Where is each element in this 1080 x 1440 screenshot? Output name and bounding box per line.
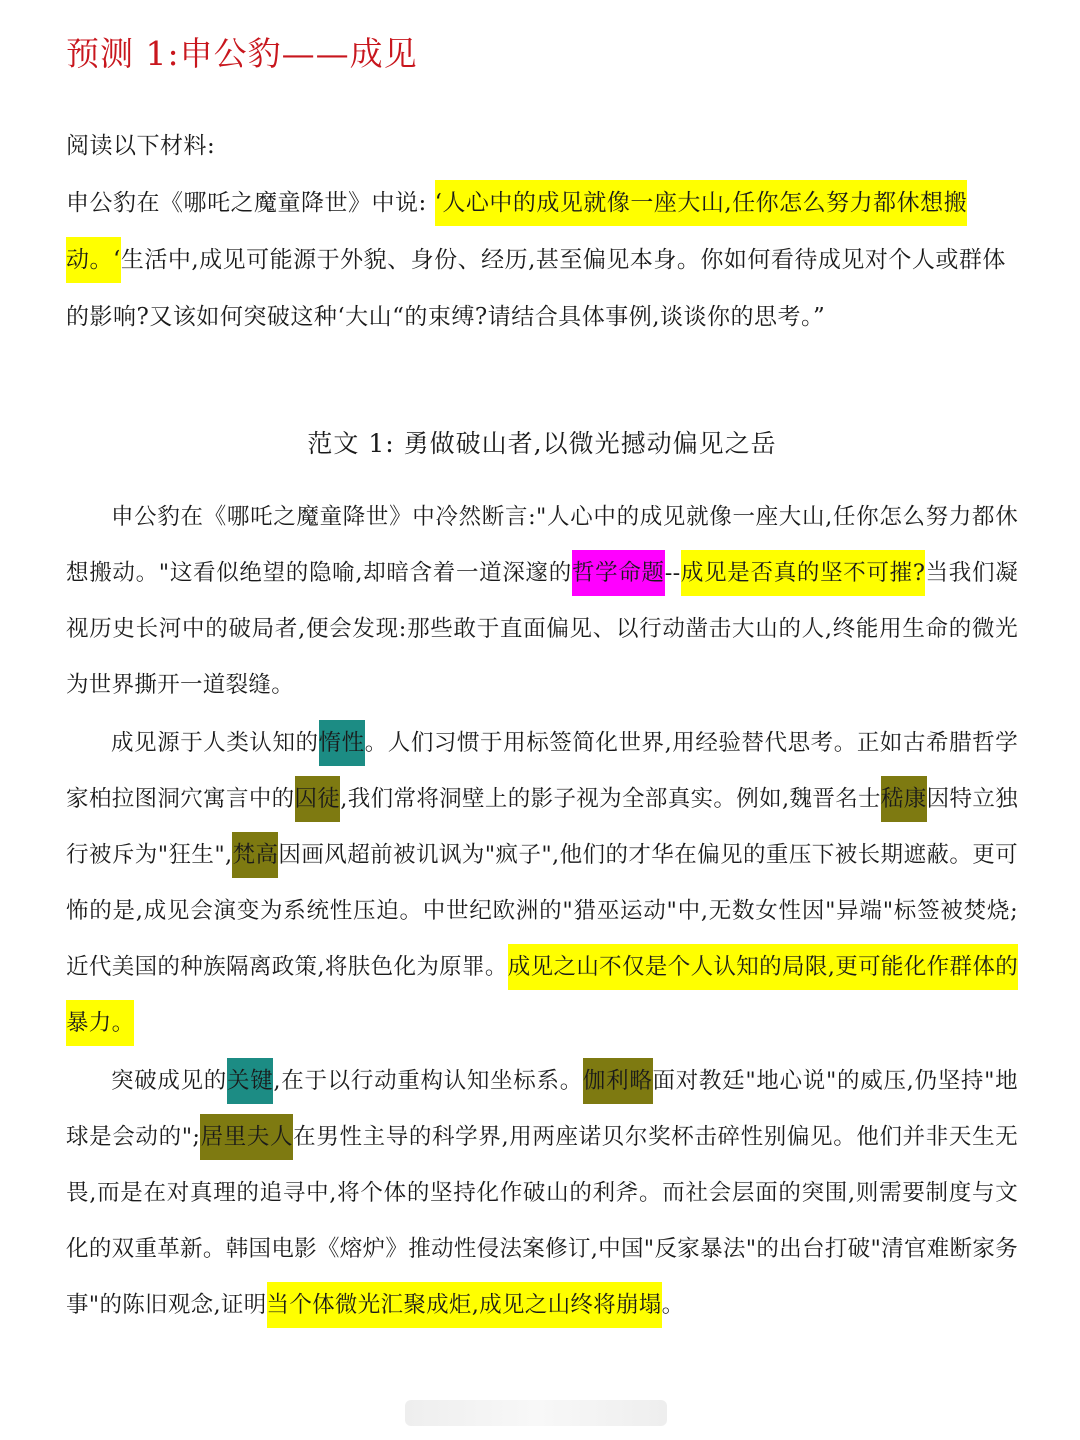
- prompt-text-b: 生活中,成见可能源于外貌、身份、经历,甚至偏见本身。你如何看待成见对个人或群体的影响?又该如何突破这种‘大山“的束缚?请结合具体事例,谈谈你的思考。”: [66, 247, 1006, 330]
- blurred-watermark: [405, 1400, 667, 1426]
- highlighted-phrase: 惰性: [319, 720, 365, 766]
- highlighted-phrase: 哲学命题: [572, 550, 665, 596]
- essay-body: [66, 489, 1018, 1335]
- prompt-text-a: 申公豹在《哪吒之魔童降世》中说:: [66, 190, 435, 216]
- paragraph-text: 在男性主导的科学界,用两座诺贝尔奖杯击碎性别偏见。他们并非天生无畏,而是在对真理的追寻中,将个体的坚持化作破山的利斧。而社会层面的突围,则需要制度与文化的双重革新。韩国电影《熔炉》推动性侵法案修订,中国"反家暴法"的出台打破"清官难断家务事"的陈旧观念,证明: [66, 1124, 1019, 1318]
- highlighted-phrase: 当个体微光汇聚成炬,成见之山终将崩塌: [267, 1282, 662, 1328]
- page-title: 预测 1:申公豹——成见: [66, 34, 418, 73]
- paragraph-text: ,在于以行动重构认知坐标系。: [273, 1068, 583, 1094]
- paragraph-text: 。: [661, 1292, 685, 1318]
- essay-title: 范文 1: 勇做破山者,以微光撼动偏见之岳: [307, 429, 777, 458]
- paragraph-text: 突破成见的: [111, 1068, 228, 1094]
- highlighted-phrase: 成见之山不仅是个人认知的局限,更可能化作群体的暴力。: [66, 944, 1018, 1046]
- paragraph-text: 当我们凝视历史长河中的破局者,便会发现:那些敢于直面偏见、以行动凿击大山的人,终能用生命的微光为世界撕开一道裂缝。: [66, 560, 1018, 698]
- prompt-material: [66, 175, 1018, 346]
- highlighted-phrase: 嵇康: [881, 776, 927, 822]
- essay-paragraph-1: [66, 489, 1018, 713]
- paragraph-text: 因画风超前被讥讽为"疯子",他们的才华在偏见的重压下被长期遮蔽。更可怖的是,成见会演变为系统性压迫。中世纪欧洲的"猎巫运动"中,无数女性因"异端"标签被焚烧;近代美国的种族隔离政策,将肤色化为原罪。: [66, 842, 1018, 980]
- highlighted-phrase: 囚徒: [295, 776, 341, 822]
- paragraph-text: 成见源于人类认知的: [111, 730, 319, 756]
- paragraph-text: ,我们常将洞壁上的影子视为全部真实。例如,魏晋名士: [340, 786, 881, 812]
- paragraph-text: 因特立独行被斥为"狂生",: [66, 786, 1019, 868]
- paragraph-text: --: [664, 560, 681, 586]
- paragraph-text: 面对教廷"地心说"的威压,仍坚持"地球是会动的";: [66, 1068, 1018, 1150]
- essay-paragraph-3: [66, 1053, 1018, 1333]
- prompt-quote-highlight: ‘人心中的成见就像一座大山,任你怎么努力都休想搬动。‘: [66, 180, 967, 283]
- prompt-intro: 阅读以下材料:: [66, 133, 216, 159]
- paragraph-text: 申公豹在《哪吒之魔童降世》中冷然断言:"人心中的成见就像一座大山,任你怎么努力都休想搬动。"这看似绝望的隐喻,却暗含着一道深邃的: [66, 504, 1018, 586]
- prompt-block: [66, 118, 1018, 346]
- highlighted-phrase: 居里夫人: [200, 1114, 293, 1160]
- highlighted-phrase: 伽利略: [583, 1058, 653, 1104]
- paragraph-text: 。人们习惯于用标签简化世界,用经验替代思考。正如古希腊哲学家柏拉图洞穴寓言中的: [66, 730, 1019, 812]
- highlighted-phrase: 梵高: [232, 832, 278, 878]
- highlighted-phrase: 关键: [227, 1058, 273, 1104]
- essay-paragraph-2: [66, 715, 1018, 1051]
- highlighted-phrase: 成见是否真的坚不可摧?: [681, 550, 926, 596]
